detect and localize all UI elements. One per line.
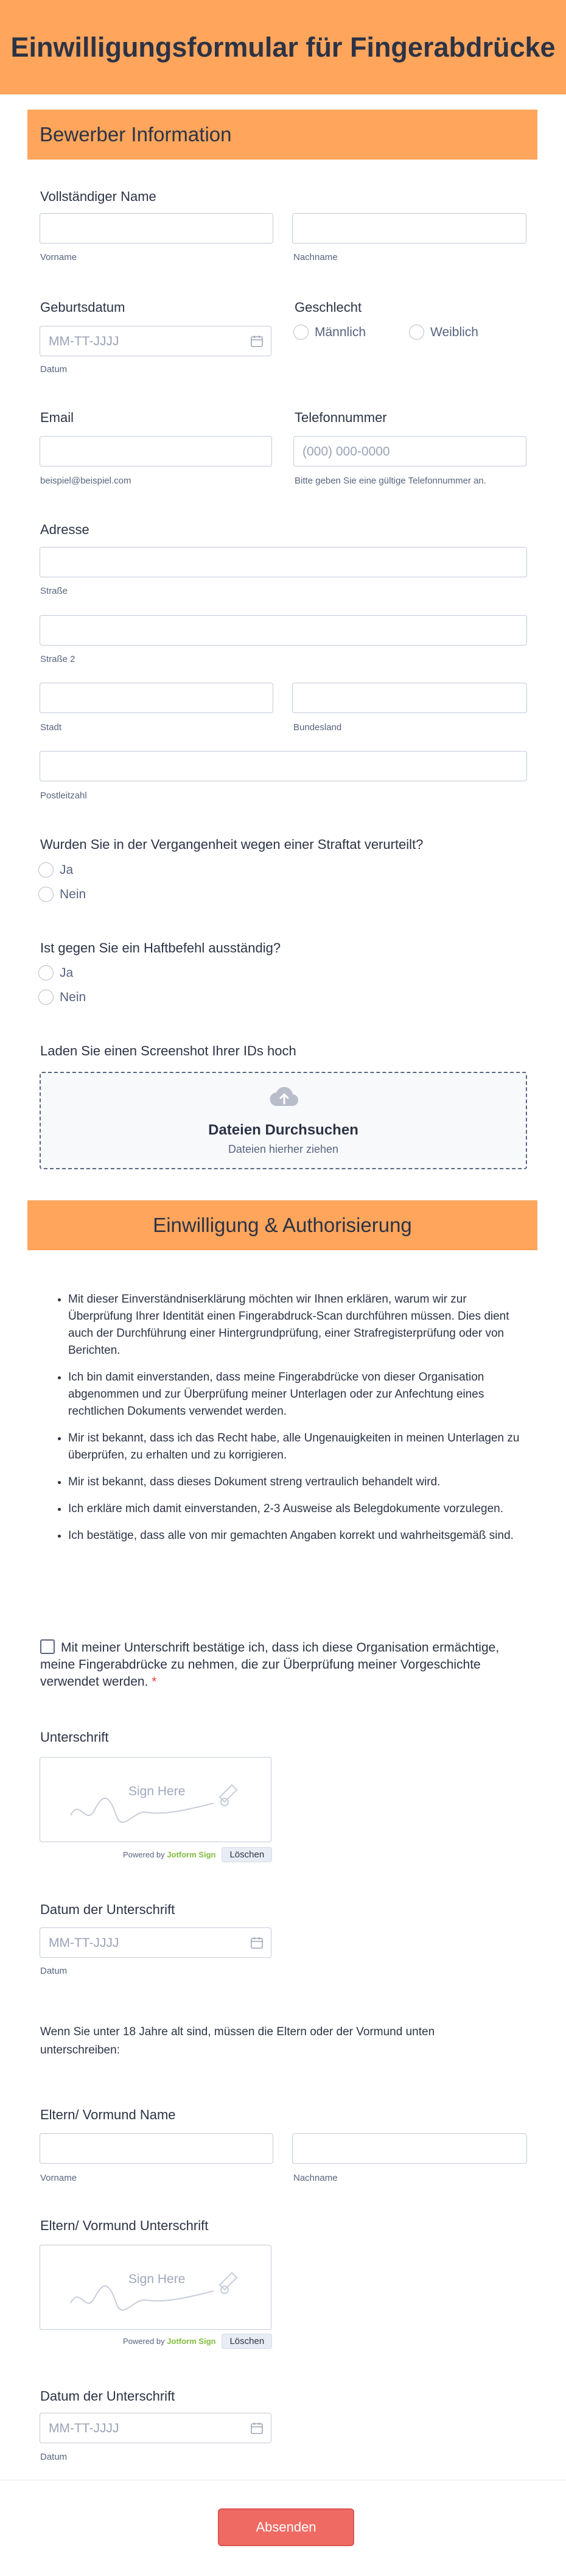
consent-list bbox=[68, 1291, 525, 1554]
street2-sublabel: Straße 2 bbox=[40, 654, 75, 664]
powered-by-text bbox=[123, 1850, 215, 1859]
calendar-icon[interactable] bbox=[250, 1936, 264, 1949]
radio-circle[interactable] bbox=[38, 965, 54, 980]
first-name-input[interactable] bbox=[40, 213, 273, 244]
zip-input[interactable] bbox=[40, 751, 527, 781]
consent-point: • Mit dieser Einverständniserklärung möchten wir Ihnen erklären, warum wir zur Überprüfung Ihrer Identität einen Fingerabdruck-Scan durchführen müssen. Dies dient auch der Durchführung einer Hintergrundprüfung, einer Strafregisterprüfung oder von Berichten. bbox=[68, 1291, 525, 1359]
signature-squiggle-icon bbox=[68, 2261, 250, 2315]
powered-brand: Jotform Sign bbox=[167, 1849, 216, 1859]
sign-date-label: Datum der Unterschrift bbox=[40, 1902, 175, 1917]
guardian-last-sublabel: Nachname bbox=[293, 2173, 338, 2183]
street2-input[interactable] bbox=[40, 615, 527, 646]
city-input[interactable] bbox=[40, 683, 273, 713]
guardian-signature-label: Eltern/ Vormund Unterschrift bbox=[40, 2218, 209, 2233]
gender-label: Geschlecht bbox=[295, 300, 362, 315]
consent-point: • Mir ist bekannt, dass ich das Recht habe, alle Ungenauigkeiten in meinen Unterlagen zu überprüfen, zu erhalten und zu korrigieren. bbox=[68, 1430, 525, 1464]
section-consent bbox=[27, 1200, 537, 1250]
radio-circle[interactable] bbox=[409, 325, 424, 340]
gender-option-female[interactable] bbox=[409, 325, 478, 340]
warrant-option-label: Ja bbox=[60, 965, 74, 980]
guardian-last-name-input[interactable] bbox=[292, 2133, 527, 2164]
calendar-icon[interactable] bbox=[250, 2421, 264, 2435]
state-sublabel: Bundesland bbox=[293, 722, 342, 733]
gender-option-label: Weiblich bbox=[430, 325, 478, 339]
warrant-option-label: Nein bbox=[60, 990, 86, 1004]
consent-checkbox-text: Mit meiner Unterschrift bestätige ich, dass ich diese Organisation ermächtige, meine Fingerabdrücke zu nehmen, die zur Überprüfung meiner Vorgeschichte verwendet werden. bbox=[40, 1641, 500, 1689]
clear-signature-button[interactable]: Löschen bbox=[222, 1847, 272, 1862]
phone-label: Telefonnummer bbox=[295, 410, 387, 425]
guardian-first-sublabel: Vorname bbox=[40, 2173, 77, 2183]
consent-point: • Ich bin damit einverstanden, dass meine Fingerabdrücke von dieser Organisation abgenommen und zur Überprüfung meiner Unterlagen oder zur Anfechtung eines rechtlichen Dokuments verwendet werden. bbox=[68, 1369, 525, 1420]
sign-date-sublabel: Datum bbox=[40, 1966, 68, 1976]
clear-guardian-signature-button[interactable]: Löschen bbox=[222, 2334, 272, 2349]
consent-point: • Ich bestätige, dass alle von mir gemachten Angaben korrekt und wahrheitsgemäß sind. bbox=[68, 1527, 525, 1544]
upload-label: Laden Sie einen Screenshot Ihrer IDs hoch bbox=[40, 1043, 296, 1058]
consent-point: • Mir ist bekannt, dass dieses Dokument streng vertraulich behandelt wird. bbox=[68, 1474, 525, 1491]
full-name-label: Vollständiger Name bbox=[40, 189, 156, 204]
powered-by-text bbox=[123, 2337, 215, 2346]
guardian-name-label: Eltern/ Vormund Name bbox=[40, 2107, 176, 2122]
guardian-signature-footer bbox=[123, 2333, 272, 2349]
guardian-date-sublabel: Datum bbox=[40, 2452, 68, 2462]
section-consent-title: Einwilligung & Authorisierung bbox=[153, 1214, 412, 1236]
guardian-date-placeholder: MM-TT-JJJJ bbox=[49, 2421, 119, 2435]
powered-prefix: Powered by bbox=[123, 1849, 165, 1859]
powered-brand: Jotform Sign bbox=[167, 2336, 216, 2346]
convicted-option-yes[interactable] bbox=[38, 862, 73, 878]
sign-here-hint: Sign Here bbox=[128, 2272, 186, 2286]
powered-prefix: Powered by bbox=[123, 2336, 165, 2346]
zip-sublabel: Postleitzahl bbox=[40, 790, 87, 801]
required-mark: * bbox=[152, 1675, 157, 1689]
birthdate-sublabel: Datum bbox=[40, 364, 68, 375]
sign-date-placeholder: MM-TT-JJJJ bbox=[49, 1936, 119, 1950]
form-header bbox=[0, 0, 566, 94]
radio-circle[interactable] bbox=[38, 990, 54, 1005]
street-input[interactable] bbox=[40, 547, 527, 577]
consent-checkbox-row[interactable] bbox=[40, 1639, 527, 1691]
street-sublabel: Straße bbox=[40, 586, 68, 596]
guardian-first-name-input[interactable] bbox=[40, 2133, 273, 2164]
radio-circle[interactable] bbox=[38, 862, 54, 878]
sign-here-hint: Sign Here bbox=[128, 1784, 186, 1798]
phone-sublabel: Bitte geben Sie eine gültige Telefonnummer an. bbox=[295, 476, 486, 486]
calendar-icon[interactable] bbox=[250, 334, 264, 348]
radio-circle[interactable] bbox=[293, 325, 309, 340]
phone-input[interactable] bbox=[293, 436, 526, 466]
birthdate-placeholder: MM-TT-JJJJ bbox=[49, 334, 119, 348]
state-input[interactable] bbox=[292, 683, 527, 713]
gender-option-male[interactable] bbox=[293, 325, 366, 340]
form-title: Einwilligungsformular für Fingerabdrücke bbox=[10, 31, 556, 63]
drag-files-hint: Dateien hierher ziehen bbox=[228, 1143, 339, 1155]
city-sublabel: Stadt bbox=[40, 722, 62, 733]
birthdate-label: Geburtsdatum bbox=[40, 300, 125, 315]
radio-circle[interactable] bbox=[38, 887, 54, 902]
guardian-date-input[interactable] bbox=[40, 2413, 271, 2443]
cloud-upload-icon bbox=[268, 1085, 300, 1110]
signature-footer bbox=[123, 1846, 272, 1862]
warrant-option-yes[interactable] bbox=[38, 965, 73, 980]
last-name-sublabel: Nachname bbox=[293, 252, 338, 262]
phone-placeholder: (000) 000-0000 bbox=[302, 445, 390, 459]
section-applicant-title: Bewerber Information bbox=[40, 123, 232, 146]
signature-label: Unterschrift bbox=[40, 1730, 109, 1745]
birthdate-input[interactable] bbox=[40, 326, 271, 356]
consent-point: • Ich erkläre mich damit einverstanden, 2-3 Ausweise als Belegdokumente vorzulegen. bbox=[68, 1501, 525, 1518]
first-name-sublabel: Vorname bbox=[40, 252, 77, 262]
sign-date-input[interactable] bbox=[40, 1927, 271, 1958]
signature-pad[interactable] bbox=[40, 1757, 271, 1842]
browse-files-button[interactable]: Dateien Durchsuchen bbox=[208, 1122, 358, 1138]
signature-squiggle-icon bbox=[68, 1773, 250, 1828]
warrant-option-no[interactable] bbox=[38, 990, 86, 1005]
consent-checkbox[interactable] bbox=[40, 1639, 55, 1654]
email-input[interactable] bbox=[40, 436, 272, 466]
address-label: Adresse bbox=[40, 522, 89, 537]
guardian-date-label: Datum der Unterschrift bbox=[40, 2388, 175, 2404]
section-applicant bbox=[27, 110, 537, 160]
minor-note: Wenn Sie unter 18 Jahre alt sind, müssen die Eltern oder der Vormund unten unterschreiben: bbox=[40, 2025, 435, 2057]
gender-option-label: Männlich bbox=[315, 325, 366, 339]
email-label: Email bbox=[40, 410, 74, 425]
email-sublabel: beispiel@beispiel.com bbox=[40, 476, 131, 486]
file-upload-dropzone[interactable] bbox=[40, 1072, 527, 1169]
submit-button[interactable]: Absenden bbox=[218, 2508, 354, 2546]
convicted-option-label: Ja bbox=[60, 862, 74, 877]
guardian-signature-pad[interactable] bbox=[40, 2245, 271, 2330]
warrant-label: Ist gegen Sie ein Haftbefehl ausständig? bbox=[40, 940, 281, 955]
convicted-label: Wurden Sie in der Vergangenheit wegen einer Straftat verurteilt? bbox=[40, 837, 424, 852]
last-name-input[interactable] bbox=[292, 213, 526, 244]
convicted-option-no[interactable] bbox=[38, 887, 86, 902]
convicted-option-label: Nein bbox=[60, 887, 86, 901]
